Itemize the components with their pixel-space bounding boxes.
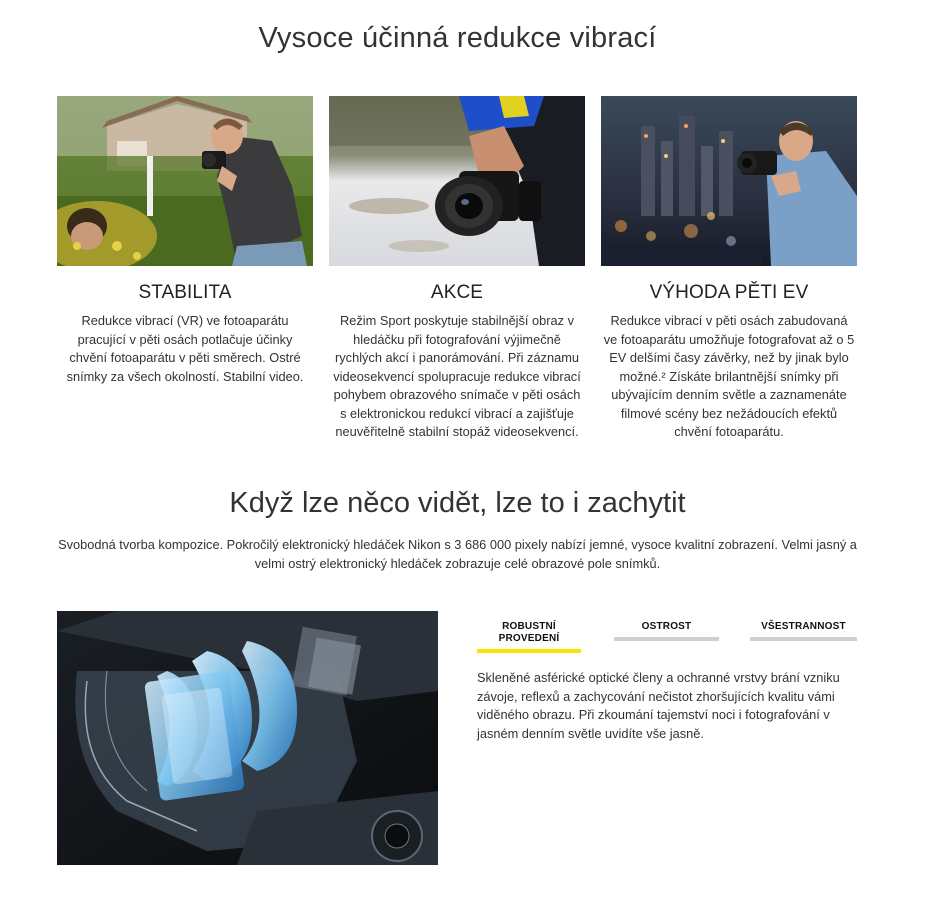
tab-label-line1: ROBUSTNÍ [502,621,556,632]
tab-content-text: Skleněné asférické optické členy a ochranné vrstvy brání vzniku závoje, reflexů a zachycování nečistot zhoršujících kvalitu vámi viděného obrazu. Při zkoumání tajemství noci i fotografování v jasném denním světle uvidíte vše jasně. [477,670,840,741]
tab-sharpness[interactable] [614,621,719,633]
feature-tabs [477,621,857,657]
viewfinder-intro: Svobodná tvorba kompozice. Pokročilý elektronický hledáček Nikon s 3 686 000 pixely nabízí jemné, vysoce kvalitní zobrazení. Velmi jasný a velmi ostrý elektronický hledáček zobrazuje celé obrazové pole snímků. [58,537,857,571]
card-title: AKCE [430,282,484,303]
feature-card-action [329,96,585,442]
tab-versatility[interactable] [750,621,857,633]
section-title-vibration: Vysoce účinná redukce vibrací [258,22,657,54]
photo-photographer-garden [57,96,313,266]
tab-robust-build[interactable] [477,621,581,645]
card-text: Režim Sport poskytuje stabilnější obraz v hledáčku při fotografování výjimečně rychlých akcí i panorámování. Při záznamu videosekvencí spolupracuje redukce vibrací pohybem obrazového snímače v pěti osách s elektronickou redukcí vibrací a zajišťuje neuvěřitelně stabilní stopáž videosekvencí. [333,313,581,439]
card-text: Redukce vibrací v pěti osách zabudovaná ve fotoaparátu umožňuje fotografovat až o 5 EV delšími časy závěrky, než by jinak bylo možné.² Získáte brilantnější snímky při ubývajícím denním světle a zaznamenáte filmové scény bez nežádoucích efektů chvění fotoaparátu. [603,313,855,439]
viewfinder-cutaway-image [57,611,438,865]
tab-indicator-active [477,649,581,653]
card-title: VÝHODA PĚTI EV [649,282,809,303]
feature-card-five-ev [601,96,857,442]
photo-city-night [601,96,857,266]
tab-label-line2: PROVEDENÍ [498,633,560,644]
photo-camera-snow [329,96,585,266]
card-text: Redukce vibrací (VR) ve fotoaparátu pracující v pěti osách potlačuje účinky chvění fotoaparátu v pěti směrech. Ostré snímky za všech okolností. Stabilní video. [66,313,304,384]
feature-card-stability [57,96,313,386]
section-title-viewfinder: Když lze něco vidět, lze to i zachytit [229,487,686,519]
tab-label-line1: OSTROST [641,621,692,632]
card-title: STABILITA [138,282,232,303]
tab-label-line1: VŠESTRANNOST [761,621,846,632]
tab-indicator [614,637,719,641]
tab-indicator [750,637,857,641]
